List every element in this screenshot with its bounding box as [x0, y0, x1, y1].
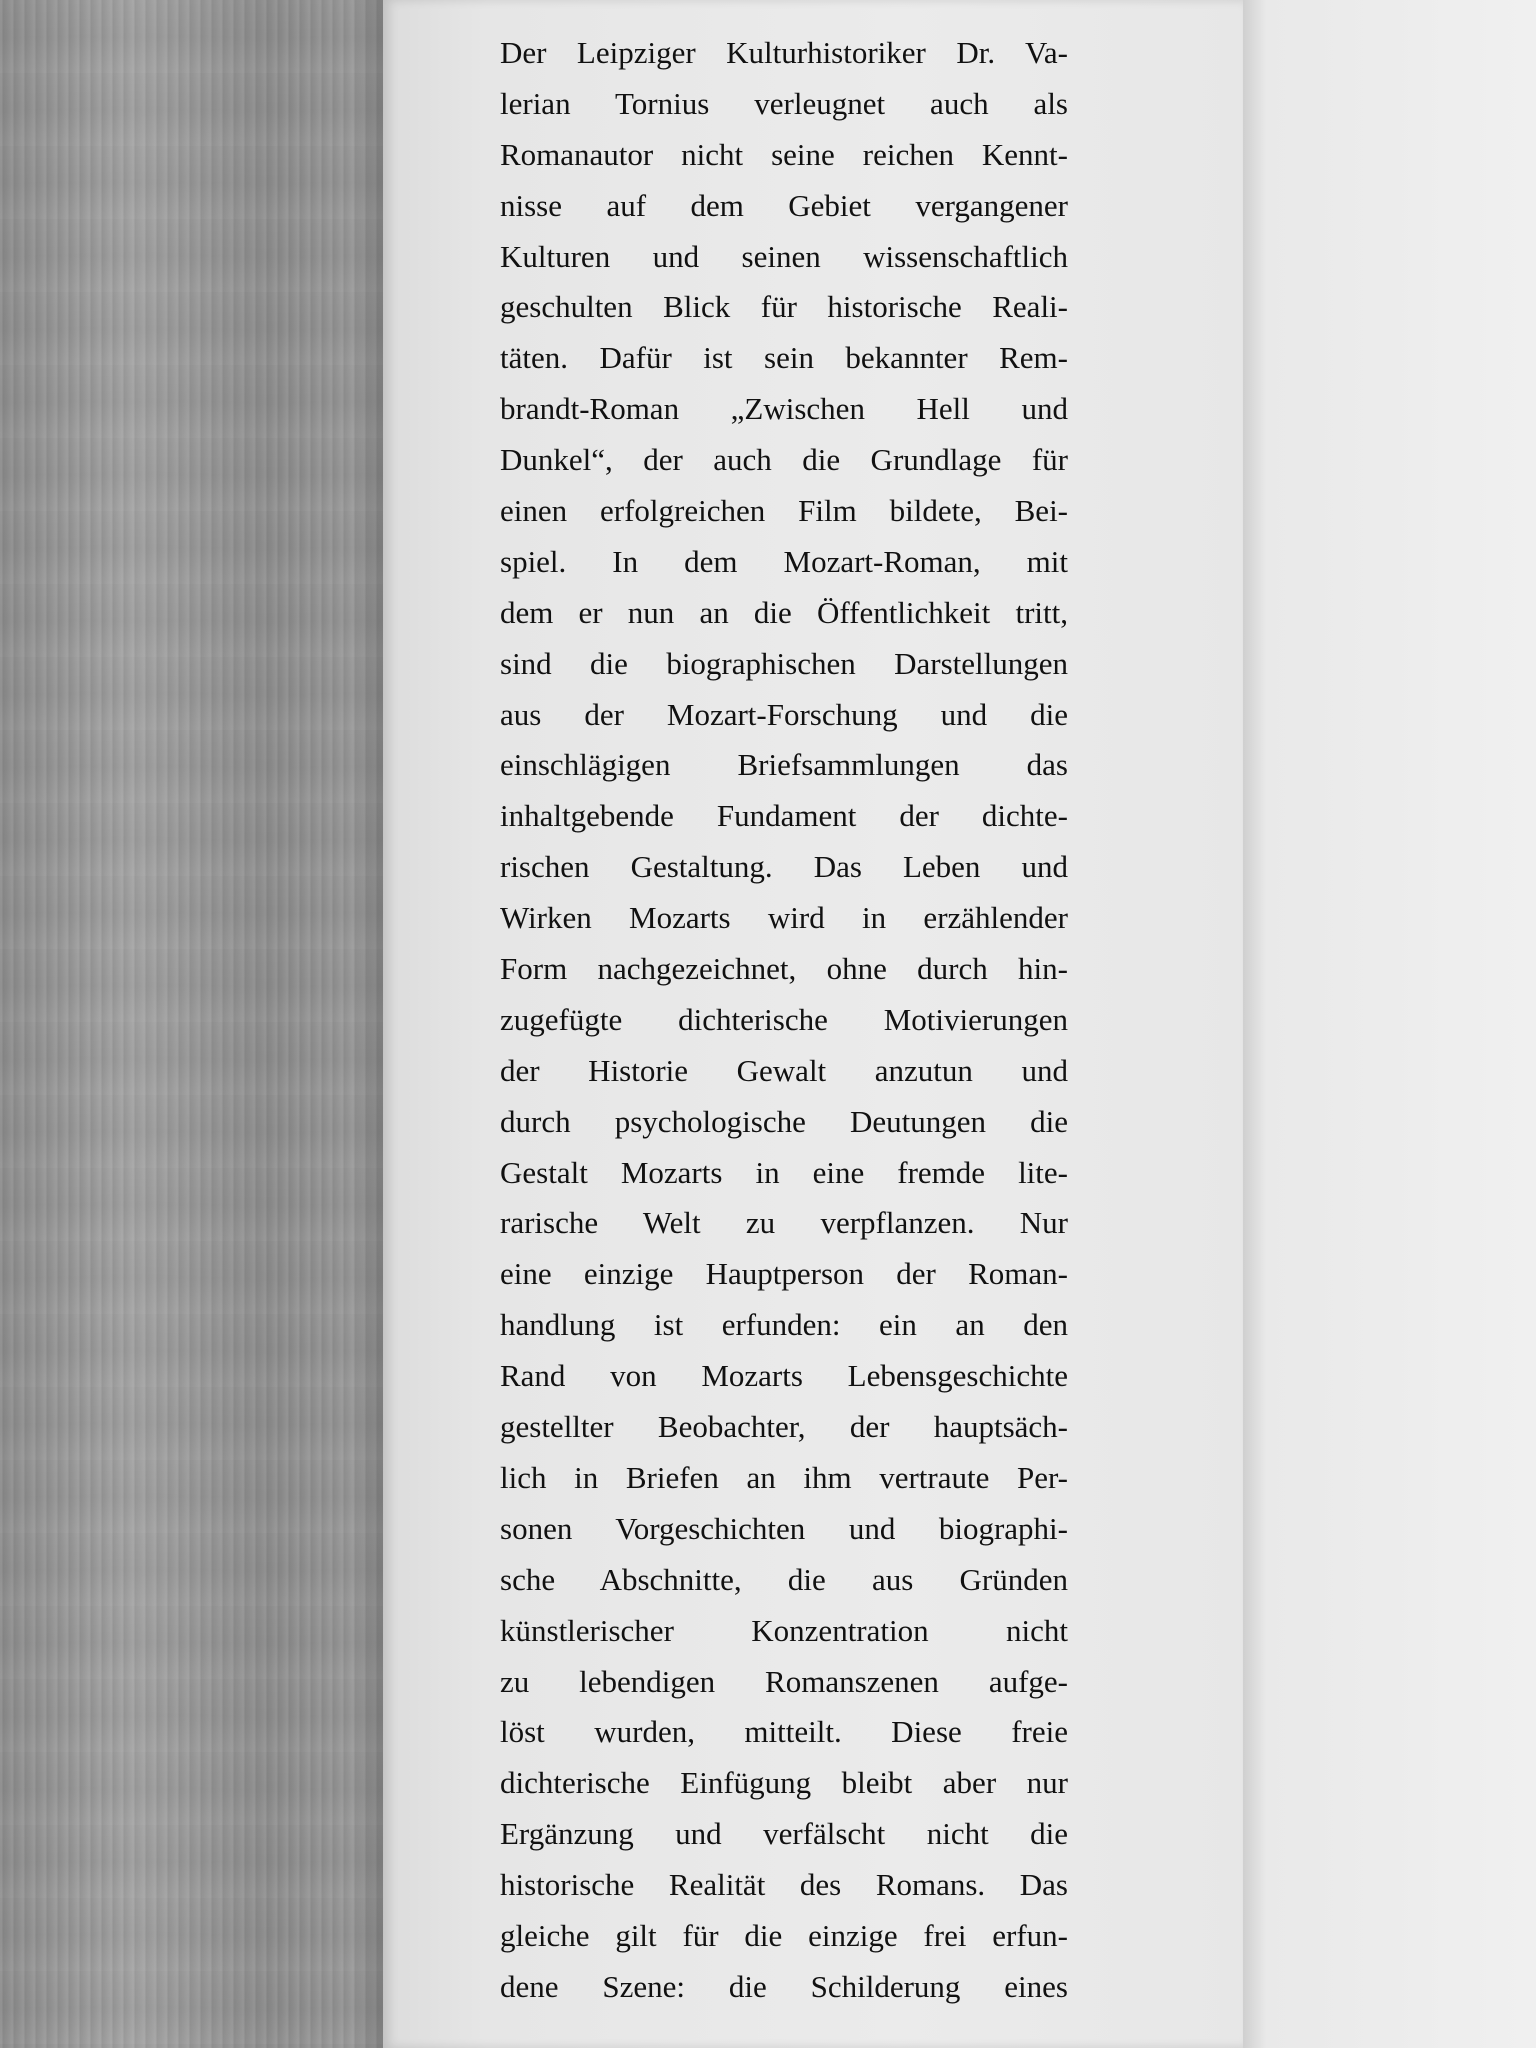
text-line: Romanautor nicht seine reichen Kennt-	[500, 136, 1068, 172]
adjacent-page-edge	[1243, 0, 1536, 2048]
wood-shadow-edge	[352, 0, 383, 2048]
text-line: Gestalt Mozarts in eine fremde lite-	[500, 1154, 1068, 1190]
text-line: Rand von Mozarts Lebensgeschichte	[500, 1358, 1068, 1394]
text-line: durch psychologische Deutungen die	[500, 1103, 1068, 1139]
text-line: einschlägigen Briefsammlungen das	[500, 747, 1068, 783]
text-line: Dunkel“, der auch die Grundlage für	[500, 442, 1068, 478]
text-line: künstlerischer Konzentration nicht	[500, 1612, 1068, 1648]
text-line: spiel. In dem Mozart-Roman, mit	[500, 543, 1068, 579]
text-line: eine einzige Hauptperson der Roman-	[500, 1256, 1068, 1292]
text-line: Form nachgezeichnet, ohne durch hin-	[500, 951, 1068, 987]
text-line: Ergänzung und verfälscht nicht die	[500, 1816, 1068, 1852]
text-line: rischen Gestaltung. Das Leben und	[500, 849, 1068, 885]
text-line: zu lebendigen Romanszenen aufge-	[500, 1663, 1068, 1699]
text-line: aus der Mozart-Forschung und die	[500, 696, 1068, 732]
text-line: nisse auf dem Gebiet vergangener	[500, 187, 1068, 223]
text-line: sche Abschnitte, die aus Gründen	[500, 1561, 1068, 1597]
text-line: inhaltgebende Fundament der dichte-	[500, 798, 1068, 834]
text-line: sonen Vorgeschichten und biographi-	[500, 1510, 1068, 1546]
text-line: Der Leipziger Kulturhistoriker Dr. Va-	[500, 35, 1068, 70]
text-line: löst wurden, mitteilt. Diese freie	[500, 1714, 1068, 1750]
text-line: historische Realität des Romans. Das	[500, 1867, 1068, 1903]
text-line: der Historie Gewalt anzutun und	[500, 1052, 1068, 1088]
wood-tabletop-background	[0, 0, 383, 2048]
text-line: sind die biographischen Darstellungen	[500, 645, 1068, 681]
text-line: zugefügte dichterische Motivierungen	[500, 1001, 1068, 1037]
text-line: dene Szene: die Schilderung eines	[500, 1968, 1068, 2004]
text-line: dichterische Einfügung bleibt aber nur	[500, 1765, 1068, 1801]
text-line: Kulturen und seinen wissenschaftlich	[500, 238, 1068, 274]
text-line: lich in Briefen an ihm vertraute Per-	[500, 1459, 1068, 1495]
text-line: brandt-Roman „Zwischen Hell und	[500, 391, 1068, 427]
text-line: gleiche gilt für die einzige frei erfun-	[500, 1917, 1068, 1953]
text-line: täten. Dafür ist sein bekannter Rem-	[500, 340, 1068, 376]
body-text-column	[500, 28, 1068, 2013]
text-line: dem er nun an die Öffentlichkeit tritt,	[500, 594, 1068, 630]
text-line: rarische Welt zu verpflanzen. Nur	[500, 1205, 1068, 1241]
text-line: handlung ist erfunden: ein an den	[500, 1307, 1068, 1343]
text-line: geschulten Blick für historische Reali-	[500, 289, 1068, 325]
text-line: lerian Tornius verleugnet auch als	[500, 85, 1068, 121]
text-line: gestellter Beobachter, der hauptsäch-	[500, 1409, 1068, 1445]
text-line: Wirken Mozarts wird in erzählender	[500, 900, 1068, 936]
text-line: einen erfolgreichen Film bildete, Bei-	[500, 493, 1068, 529]
